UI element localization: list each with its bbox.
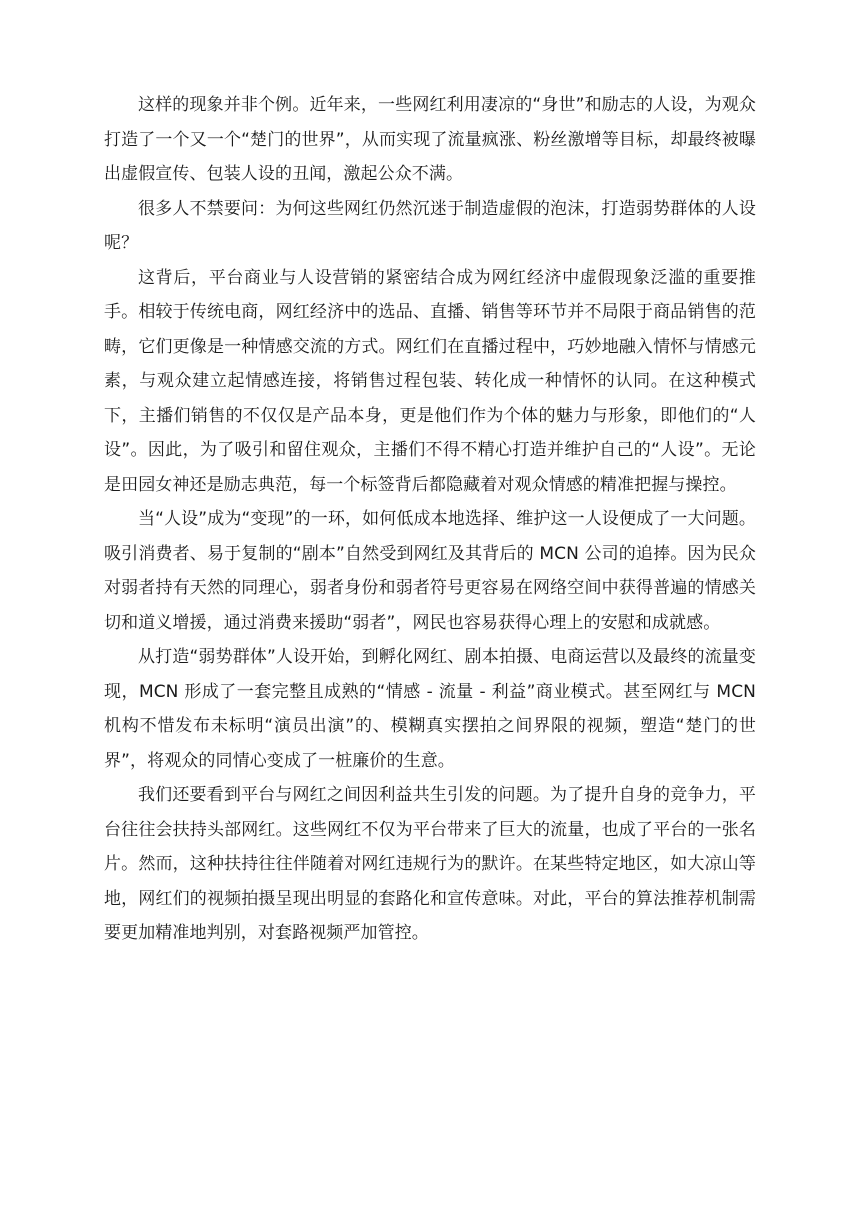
document-body [104, 88, 756, 951]
paragraph-4: 当“人设”成为“变现”的一环，如何低成本地选择、维护这一人设便成了一大问题。吸引消费者、易于复制的“剧本”自然受到网红及其背后的 MCN 公司的追捧。因为民众对弱者持有天然的同理心，弱者身份和弱者符号更容易在网络空间中获得普遍的情感关切和道义增援，通过消费来援助“弱者”，网民也容易获得心理上的安慰和成就感。 [104, 509, 756, 633]
paragraph-3: 这背后，平台商业与人设营销的紧密结合成为网红经济中虚假现象泛滥的重要推手。相较于传统电商，网红经济中的选品、直播、销售等环节并不局限于商品销售的范畴，它们更像是一种情感交流的方式。网红们在直播过程中，巧妙地融入情怀与情感元素，与观众建立起情感连接，将销售过程包装、转化成一种情怀的认同。在这种模式下，主播们销售的不仅仅是产品本身，更是他们作为个体的魅力与形象，即他们的“人设”。因此，为了吸引和留住观众，主播们不得不精心打造并维护自己的“人设”。无论是田园女神还是励志典范，每一个标签背后都隐藏着对观众情感的精准把握与操控。 [104, 267, 756, 495]
paragraph-5: 从打造“弱势群体”人设开始，到孵化网红、剧本拍摄、电商运营以及最终的流量变现，MCN 形成了一套完整且成熟的“情感 - 流量 - 利益”商业模式。甚至网红与 MCN 机构不惜发布未标明“演员出演”的、模糊真实摆拍之间界限的视频，塑造“楚门的世界”，将观众的同情心变成了一桩廉价的生意。 [104, 647, 756, 771]
paragraph-6: 我们还要看到平台与网红之间因利益共生引发的问题。为了提升自身的竞争力，平台往往会扶持头部网红。这些网红不仅为平台带来了巨大的流量，也成了平台的一张名片。然而，这种扶持往往伴随着对网红违规行为的默许。在某些特定地区，如大凉山等地，网红们的视频拍摄呈现出明显的套路化和宣传意味。对此，平台的算法推荐机制需要更加精准地判别，对套路视频严加管控。 [104, 785, 756, 943]
paragraph-2: 很多人不禁要问：为何这些网红仍然沉迷于制造虚假的泡沫，打造弱势群体的人设呢？ [104, 198, 756, 253]
paragraph-1: 这样的现象并非个例。近年来，一些网红利用凄凉的“身世”和励志的人设，为观众打造了一个又一个“楚门的世界”，从而实现了流量疯涨、粉丝激增等目标，却最终被曝出虚假宣传、包装人设的丑闻，激起公众不满。 [104, 95, 756, 184]
